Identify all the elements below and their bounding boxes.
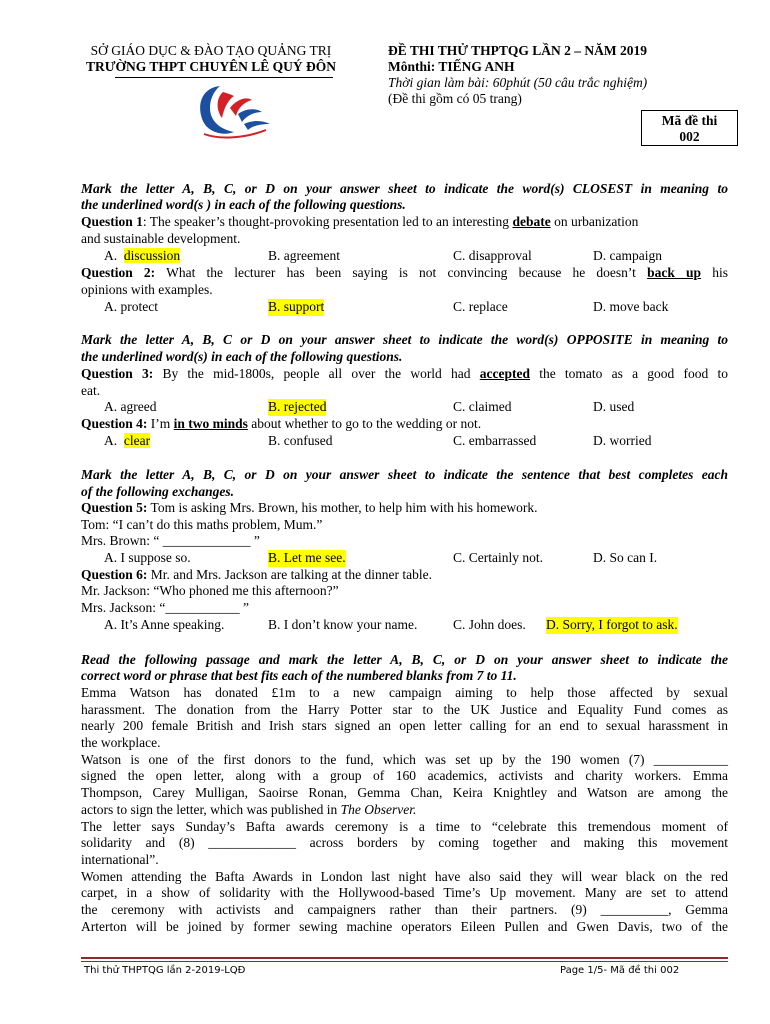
question-6: Question 6: Mr. and Mrs. Jackson are talking at the dinner table. <box>81 567 432 582</box>
passage-line: harassment. The donation from the Harry Potter star to the UK Justice and Equality Fund comes as <box>81 702 728 717</box>
footer-left: Thi thử THPTQG lần 2-2019-LQĐ <box>84 965 246 976</box>
exam-code-value: 002 <box>679 129 700 144</box>
q5-option-c[interactable]: C. Certainly not. <box>453 550 543 565</box>
passage-line: Women attending the Bafta Awards in London last night have also said they will wear black on the red <box>81 869 728 884</box>
footer-page-number: Page 1/5- Mã đề thi 002 <box>560 965 680 976</box>
q6-dialogue-mr-jackson: Mr. Jackson: “Who phoned me this afternoon?” <box>81 583 339 598</box>
question-2: Question 2: What the lecturer has been saying is not convincing because he doesn’t back up his <box>81 265 728 280</box>
q2-option-c[interactable]: C. replace <box>453 299 508 314</box>
passage-line: Emma Watson has donated £1m to a new campaign aiming to help those affected by sexual <box>81 685 728 700</box>
q2-option-d[interactable]: D. move back <box>593 299 669 314</box>
passage-line: carpet, in a show of solidarity with the Hollywood-based Time’s Up movement. Many are set to attend <box>81 885 728 900</box>
school-header <box>81 43 341 75</box>
passage-line: Arterton will be joined by former sewing machine operators Eileen Pullen and Gwen Davis, two of the <box>81 919 728 934</box>
exam-header <box>388 43 728 107</box>
passage-line: the workplace. <box>81 735 161 750</box>
passage-line: Thompson, Carey Mulligan, Saoirse Ronan, Gemma Chan, Keira Knightley and Watson are among the <box>81 785 728 800</box>
section4-instruction-cont: correct word or phrase that best fits each of the numbered blanks from 7 to 11. <box>81 668 517 683</box>
q5-dialogue-mrs-brown: Mrs. Brown: “ _____________ ” <box>81 533 260 548</box>
section1-instruction: Mark the letter A, B, C, or D on your answer sheet to indicate the word(s) CLOSEST in meaning to <box>81 181 728 196</box>
question-2-cont: opinions with examples. <box>81 282 213 297</box>
q5-option-d[interactable]: D. So can I. <box>593 550 658 565</box>
question-3: Question 3: By the mid-1800s, people all over the world had accepted the tomato as a good food to <box>81 366 728 381</box>
passage-line: international”. <box>81 852 159 867</box>
exam-code-label: Mã đề thi <box>661 113 718 128</box>
footer-rule <box>81 957 728 959</box>
passage-line: actors to sign the letter, which was published in The Observer. <box>81 802 417 817</box>
school-name: TRƯỜNG THPT CHUYÊN LÊ QUÝ ĐÔN <box>86 59 336 74</box>
q1-option-a[interactable]: A. discussion <box>104 248 181 263</box>
question-1: Question 1: The speaker’s thought-provoking presentation led to an interesting debate on urbanization <box>81 214 639 229</box>
passage-line: signed the open letter, along with a group of 160 academics, activists and charity workers. Emma <box>81 768 728 783</box>
exam-code-box <box>641 110 738 146</box>
section3-instruction: Mark the letter A, B, C, or D on your answer sheet to indicate the sentence that best completes each <box>81 467 728 482</box>
department-name: SỞ GIÁO DỤC & ĐÀO TẠO QUẢNG TRỊ <box>90 43 332 58</box>
q5-option-a[interactable]: A. I suppose so. <box>104 550 191 565</box>
section1-instruction-cont: the underlined word(s ) in each of the following questions. <box>81 197 406 212</box>
q5-dialogue-tom: Tom: “I can’t do this maths problem, Mum.” <box>81 517 323 532</box>
question-1-cont: and sustainable development. <box>81 231 241 246</box>
q6-option-b[interactable]: B. I don’t know your name. <box>268 617 418 632</box>
q3-option-c[interactable]: C. claimed <box>453 399 512 414</box>
q5-option-b[interactable]: B. Let me see. <box>268 550 346 565</box>
q4-option-a[interactable]: A. clear <box>104 433 151 448</box>
q2-option-b[interactable]: B. support <box>268 299 325 314</box>
q2-option-a[interactable]: A. protect <box>104 299 158 314</box>
q6-option-d[interactable]: D. Sorry, I forgot to ask. <box>546 617 678 632</box>
passage-line: The letter says Sunday’s Bafta awards ceremony is a time to “celebrate this tremendous moment of <box>81 819 728 834</box>
q6-option-a[interactable]: A. It’s Anne speaking. <box>104 617 225 632</box>
exam-title: ĐỀ THI THỬ THPTQG LẦN 2 – NĂM 2019 <box>388 43 648 58</box>
exam-time: Thời gian làm bài: 60phút (50 câu trắc nghiệm) <box>388 75 648 90</box>
section4-instruction: Read the following passage and mark the letter A, B, C, or D on your answer sheet to indicate the <box>81 652 728 667</box>
footer-rule-thin <box>81 961 728 962</box>
passage-line: nearly 200 female British and Irish stars signed an open letter calling for an end to sexual harassment in <box>81 718 728 733</box>
passage-line: solidarity and (8) _____________ across borders by coming together and making this movement <box>81 835 728 850</box>
section3-instruction-cont: of the following exchanges. <box>81 484 235 499</box>
exam-pages: (Đề thi gồm có 05 trang) <box>388 91 522 106</box>
q6-dialogue-mrs-jackson: Mrs. Jackson: “___________ ” <box>81 600 249 615</box>
section2-instruction: Mark the letter A, B, C or D on your answer sheet to indicate the word(s) OPPOSITE in meaning to <box>81 332 728 347</box>
q6-option-c[interactable]: C. John does. <box>453 617 526 632</box>
school-logo <box>190 78 275 140</box>
question-3-cont: eat. <box>81 383 101 398</box>
q4-option-c[interactable]: C. embarrassed <box>453 433 537 448</box>
passage-line: Watson is one of the first donors to the fund, which was set up by the 190 women (7) ___________ <box>81 752 728 767</box>
question-5: Question 5: Tom is asking Mrs. Brown, his mother, to help him with his homework. <box>81 500 538 515</box>
q1-option-c[interactable]: C. disapproval <box>453 248 532 263</box>
q4-option-d[interactable]: D. worried <box>593 433 652 448</box>
q3-option-d[interactable]: D. used <box>593 399 635 414</box>
q3-option-a[interactable]: A. agreed <box>104 399 157 414</box>
q1-option-b[interactable]: B. agreement <box>268 248 340 263</box>
passage-line: the ceremony with activists and campaigners rather than their partners. (9) __________, Gemma <box>81 902 728 917</box>
q1-option-d[interactable]: D. campaign <box>593 248 662 263</box>
q3-option-b[interactable]: B. rejected <box>268 399 327 414</box>
question-4: Question 4: I’m in two minds about whether to go to the wedding or not. <box>81 416 482 431</box>
section2-instruction-cont: the underlined word(s) in each of the following questions. <box>81 349 403 364</box>
q4-option-b[interactable]: B. confused <box>268 433 333 448</box>
exam-subject: Mônthi: TIẾNG ANH <box>388 59 515 74</box>
